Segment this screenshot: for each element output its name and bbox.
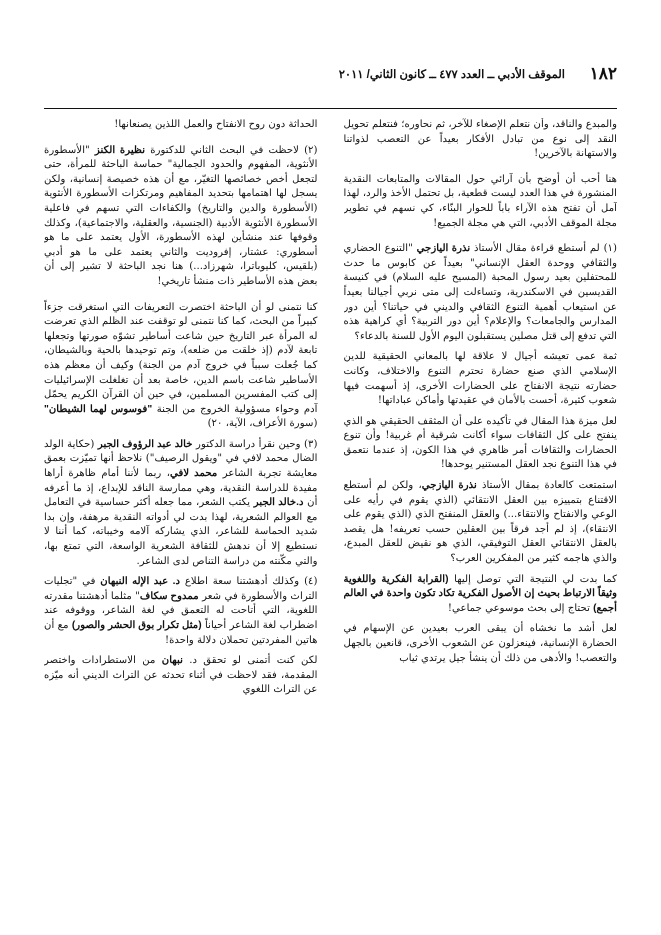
paragraph — [344, 622, 618, 666]
left-column — [44, 118, 318, 905]
paragraph — [44, 575, 318, 648]
emphasis-text: (القرابة الفكرية واللغوية وثيقاً الارتباط بحيث إن الأصول الفكرية تكاد تكون واحدة في العالم أجمع) — [343, 573, 617, 614]
page-header — [44, 64, 617, 98]
paragraph-text: " مثلما أدهشتنا مقدرته اللغوية، التي أتاحت له التعمق في لغة الشاعر، ووقوفه عند اضطراب لغة الشاعر أحياناً — [44, 590, 318, 631]
paragraph-text: (١) لم أستطع قراءة مقال الأستاذ — [470, 243, 617, 255]
paragraph-text: كنا نتمنى لو أن الباحثة اختصرت التعريفات التي استغرقت جزءاً كبيراً من البحث، كما كنا نتمنى لو توقفت عند الظلم الذي تعرضت له المرأة عبر التاريخ حين شاعت أساطير تشوّه صورتها وتجعلها تابعة لآدم (إذ خلقت من ضلعه)، وتم توحيدها بالحية وبالشيطان، كما جُعلت سبباً في خروج آدم من الجنة) وكيف أن معظم هذه الأساطير شاعت باسم الدين، خاصة بعد أن تغلغلت الإسرائيليات إلى كتب المفسرين المسلمين، في حين أن القرآن الكريم يحمّل آدم وحواء مسؤولية الخروج من الجنة — [44, 301, 318, 415]
emphasis-text: محمد لافي — [169, 468, 218, 480]
paragraph — [44, 144, 318, 290]
emphasis-text: (مثل تكرار بوق الحشر والصور) — [71, 620, 202, 631]
paragraph-text: استمتعت كالعادة بمقال الأستاذ — [476, 480, 617, 492]
paragraph-text: لكن كنت أتمنى لو تحقق د. — [182, 655, 318, 667]
emphasis-text: نذرة اليازجي — [416, 243, 471, 255]
emphasis-text: نذرة اليازجي — [421, 480, 477, 492]
page-number: ١٨٢ — [589, 64, 617, 83]
running-title: الموقف الأدبي ــ العدد ٤٧٧ ــ كانون الثاني/ ٢٠١١ — [338, 69, 565, 81]
emphasis-text: ممدوح سكاف — [139, 590, 199, 602]
right-column — [344, 118, 618, 905]
paragraph-text: لعل ميزة هذا المقال في تأكيده على أن المثقف الحقيقي هو الذي ينفتح على كل الثقافات سواء أكانت شرقية أم غربية! وأن تنوع الحضارات والثقافات أمر ظاهري في هذا الكون، إذ عندما نتعمق في هذا التنوع نجد العقل المستنير يوحدها! — [343, 415, 617, 471]
paragraph — [344, 350, 618, 408]
emphasis-text: د. عبد الإله النبهان — [100, 576, 180, 588]
paragraph-text: (٤) وكذلك أدهشتنا سعة اطلاع — [180, 576, 318, 588]
paragraph-text: كما بدت لي النتيجة التي توصل إليها — [448, 573, 617, 585]
paragraph — [344, 479, 618, 567]
paragraph — [344, 573, 618, 617]
emphasis-text: خالد عبد الرؤوف الجبر — [97, 438, 193, 450]
paragraph-text: تحتاج إلى بحث موسوعي جماعي! — [447, 602, 594, 614]
paragraph-text: والمبدع والناقد، وأن نتعلم الإصغاء للآخر، ثم نحاوره؛ فنتعلم تحويل النقد إلى نوع من تبادل الأفكار بعيداً عن التعصب لذواتنا والاستهانة بالآخرين! — [343, 119, 617, 160]
paragraph-text: لعل أشد ما نخشاه أن يبقى العرب بعيدين عن الإسهام في الحضارة الإنسانية، فينعزلون عن الشعوب الأخرى، قانعين بالجهل والتعصب! والأدهى من ذلك أن ينشأ جيل يرتدي ثياب — [343, 623, 617, 664]
emphasis-text: نبهان — [161, 655, 183, 667]
paragraph — [344, 173, 618, 231]
paragraph-text: (٣) وحين نقرأ دراسة الدكتور — [192, 438, 318, 450]
paragraph-text: من الاستطرادات واختصر المقدمة، فقد لاحظت في أثناء تحدثه عن التراث الديني أنه ميّزه عن التراث اللغوي — [44, 655, 318, 696]
header-rule — [44, 108, 617, 109]
paragraph-text: (٢) لاحظت في البحث الثاني للدكتورة — [145, 144, 318, 156]
paragraph-text: (حكاية الولد الضال محمد لافي في "ويقول الرصيف") نلاحظ أنها تميّزت بعمق معايشة تجربة الشاعر — [44, 438, 318, 480]
paragraph — [44, 438, 318, 569]
paragraph — [344, 118, 618, 162]
paragraph — [44, 118, 318, 133]
emphasis-text: نظيرة الكنز — [94, 144, 146, 156]
article-body — [44, 118, 617, 905]
paragraph-text: "التنوع الحضاري والثقافي ووحدة العقل الإنساني" بعيداً عن كابوس ما حدث للمحتفلين بعيد رسول المحبة (المسيح عليه السلام) في كنيسة القديسين في الاسكندرية، وتساءلت إلى متى نربي أجيالنا بعيداً عن استيعاب أهمية التنوع الثقافي والديني في حياتنا؟ أين دور المدارس والجامعات؟ والإعلام؟ أين دور التربية؟ أي كراهية هذه التي تدفع إلى قتل مصلين يستقبلون اليوم الأول للسنة بالدعاء؟ — [343, 243, 617, 342]
paragraph-text: الحداثة دون روح الانفتاح والعمل اللذين يصنعانها! — [114, 119, 318, 130]
paragraph-text: ، ربما لأننا أمام ظاهرة أراها مفيدة للدراسة النقدية، وهي ممارسة الناقد للإبداع، إذ ما أعرفه أن — [44, 468, 318, 509]
paragraph-text: "الأسطورة الأنثوية، المفهوم والحدود الجمالية" حماسة الباحثة للمرأة، حتى لتجعل أخص خصائصها التغيّر، مع أن هذه خصيصة إنسانية، ولكن يسجل لها اهتمامها بتحديد المفاهيم ومرتكزات الأسطورة الأنثوية (الأسطورة والدين والتاريخ) والكفاءات التي تسهم في فاعلية الأسطورة الأنثوية الأدبية (الجنسية، والعقلية، والاجتماعية)، وكذلك وقوفها عند منشأين لهذه الأسطورة، الأول يعتمد على ما هو أسطوري: عشتار، إفروديت والثاني يعتمد على ما هو أدبي (بلقيس، كليوباترا، شهرزاد...) هنا نجد الباحثة لا تشير إلى أن بعض هذه الأساطير ذات منشأ تاريخي! — [44, 144, 318, 287]
paragraph-text: في "تجليات التراث والأسطورة في شعر — [44, 576, 318, 602]
paragraph-text: ثمة عمى تعيشه أجيال لا علاقة لها بالمعاني الحقيقية للدين الإسلامي الذي صنع حضارة تحترم التنوع والاختلاف، وكانت حضارته نتيجة الانفتاح على الحضارات الأخرى، إذ أسهمت فيها شعوب كثيرة، أحست بالأمان في عقيدتها وأماكن عباداتها! — [343, 351, 617, 407]
paragraph — [44, 654, 318, 698]
paragraph — [44, 301, 318, 432]
paragraph-text: هنا أحب أن أوضح بأن آرائي حول المقالات والمتابعات النقدية المنشورة في هذا العدد ليست قطعية، بل تحتمل الأخذ والرد، لهذا آمل أن تفتح هذه الآراء باباً للحوار البنّاء، كي نسهم في تطوير مجلة الموقف الأدبي، التي هي مجلة الجميع! — [343, 173, 617, 229]
paragraph-text: (سورة الأعراف، الآية، ٢٠) — [207, 418, 318, 430]
paragraph-text: يكتب الشعر، مما جعله أكثر حساسية في التعامل مع العوالم الشعرية، لهذا بدت لي أدواته النقدية مرهفة، وإن بدا شديد الحماسة للشاعر، الذي يشاركه آلامه وخيباته، كما أننا لا نستطيع إلا أن ندهش للثقافة الشعرية الواسعة، التي تمتع بها، والتي مكّنته من دراسة التناص لدى الشاعر. — [44, 497, 318, 567]
paragraph-text: ، ولكن لم أستطع الاقتناع بتمييزه بين العقل الانتقائي (الذي يقوم في رأيه على الوعي والانفتاح والانتقاء...) والعقل المنفتح الذي (الذي يقوم على الانتقاء)، إذ لم أجد فرقاً بين العقلين حسب تعريفه! هل يقصد بالعقل الانتقائي العقل التوفيقي، الذي هو نقيض للعقل المبدع، والذي هاجمه كثير من المفكرين العرب؟ — [343, 480, 617, 565]
paragraph — [344, 242, 618, 344]
paragraph-text: مع أن هاتين المفردتين تحملان دلالة واحدة! — [44, 620, 318, 646]
emphasis-text: "فوسوس لهما الشيطان" — [44, 403, 153, 415]
paragraph — [344, 415, 618, 473]
emphasis-text: د.خالد الجبر — [253, 497, 304, 509]
